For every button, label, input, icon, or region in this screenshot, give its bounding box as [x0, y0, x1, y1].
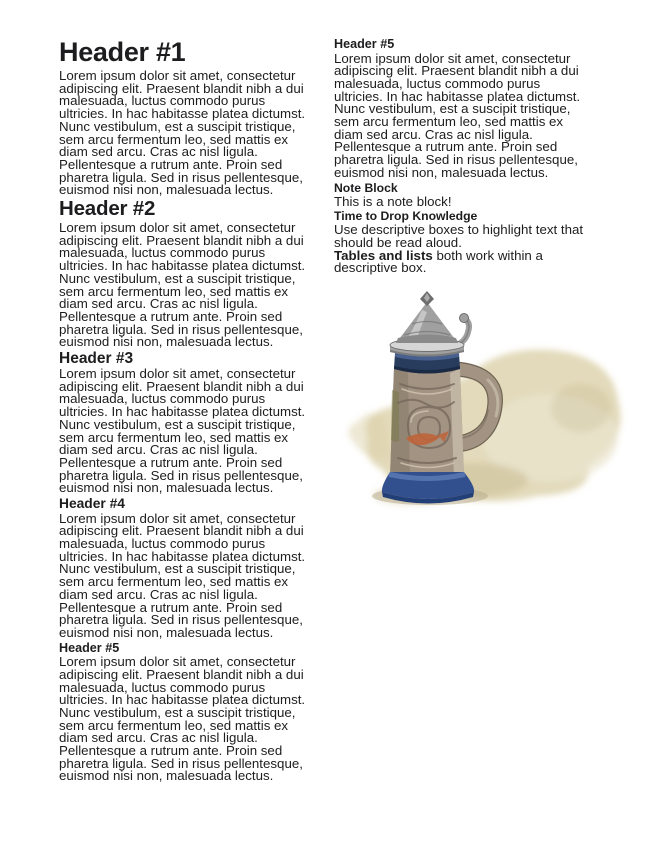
section-header-3: Header #3	[59, 350, 134, 368]
section-header-5: Header #5	[59, 640, 120, 655]
section-header-1: Header #1	[59, 37, 186, 67]
knowledge-block-heading: Time to Drop Knowledge	[334, 209, 478, 224]
stein-body	[390, 368, 464, 482]
section-paragraph: Lorem ipsum dolor sit amet, consectetur adipiscing elit. Praesent blandit nibh a dui malesuada, luctus commodo purus ultricies. In hac habitasse platea dictumst. Nunc vestibulum, est a suscipit tristique, sem arcu fermentum leo, sed mattis ex diam sed arcu. Cras ac nisl ligula. Pellentesque a rutrum ante. Proin sed pharetra ligula. Sed in risus pellentesque, euismod nisi non, malesuada lectus.	[59, 654, 306, 784]
section-paragraph: Lorem ipsum dolor sit amet, consectetur adipiscing elit. Praesent blandit nibh a dui malesuada, luctus commodo purus ultricies. In hac habitasse platea dictumst. Nunc vestibulum, est a suscipit tristique, sem arcu fermentum leo, sed mattis ex diam sed arcu. Cras ac nisl ligula. Pellentesque a rutrum ante. Proin sed pharetra ligula. Sed in risus pellentesque, euismod nisi non, malesuada lectus.	[59, 366, 306, 496]
section-paragraph: Lorem ipsum dolor sit amet, consectetur adipiscing elit. Praesent blandit nibh a dui malesuada, luctus commodo purus ultricies. In hac habitasse platea dictumst. Nunc vestibulum, est a suscipit tristique, sem arcu fermentum leo, sed mattis ex diam sed arcu. Cras ac nisl ligula. Pellentesque a rutrum ante. Proin sed pharetra ligula. Sed in risus pellentesque, euismod nisi non, malesuada lectus.	[59, 510, 306, 640]
knowledge-block-text: Use descriptive boxes to highlight text that should be read aloud.	[334, 222, 584, 250]
section-paragraph: Lorem ipsum dolor sit amet, consectetur adipiscing elit. Praesent blandit nibh a dui malesuada, luctus commodo purus ultricies. In hac habitasse platea dictumst. Nunc vestibulum, est a suscipit tristique, sem arcu fermentum leo, sed mattis ex diam sed arcu. Cras ac nisl ligula. Pellentesque a rutrum ante. Proin sed pharetra ligula. Sed in risus pellentesque, euismod nisi non, malesuada lectus.	[59, 220, 306, 350]
right-column	[334, 36, 586, 844]
section-paragraph: Lorem ipsum dolor sit amet, consectetur adipiscing elit. Praesent blandit nibh a dui malesuada, luctus commodo purus ultricies. In hac habitasse platea dictumst. Nunc vestibulum, est a suscipit tristique, sem arcu fermentum leo, sed mattis ex diam sed arcu. Cras ac nisl ligula. Pellentesque a rutrum ante. Proin sed pharetra ligula. Sed in risus pellentesque, euismod nisi non, malesuada lectus.	[334, 50, 581, 180]
section-header-4: Header #4	[59, 496, 125, 512]
left-column	[59, 36, 311, 844]
section-header-5-right: Header #5	[334, 37, 395, 51]
section-paragraph: Lorem ipsum dolor sit amet, consectetur adipiscing elit. Praesent blandit nibh a dui malesuada, luctus commodo purus ultricies. In hac habitasse platea dictumst. Nunc vestibulum, est a suscipit tristique, sem arcu fermentum leo, sed mattis ex diam sed arcu. Cras ac nisl ligula. Pellentesque a rutrum ante. Proin sed pharetra ligula. Sed in risus pellentesque, euismod nisi non, malesuada lectus.	[59, 68, 306, 198]
lid-cone	[396, 302, 458, 343]
green-accent	[391, 390, 399, 442]
beer-stein-illustration	[338, 290, 633, 512]
lid-finial	[420, 291, 434, 306]
note-block-heading: Note Block	[334, 180, 398, 195]
section-header-2: Header #2	[59, 197, 156, 221]
note-block-text: This is a note block!	[334, 193, 452, 209]
tables-note-rest: both work within a descriptive box.	[334, 247, 543, 276]
tables-note	[334, 247, 586, 276]
tables-note-bold: Tables and lists	[334, 247, 433, 263]
stein-foot	[382, 472, 474, 504]
